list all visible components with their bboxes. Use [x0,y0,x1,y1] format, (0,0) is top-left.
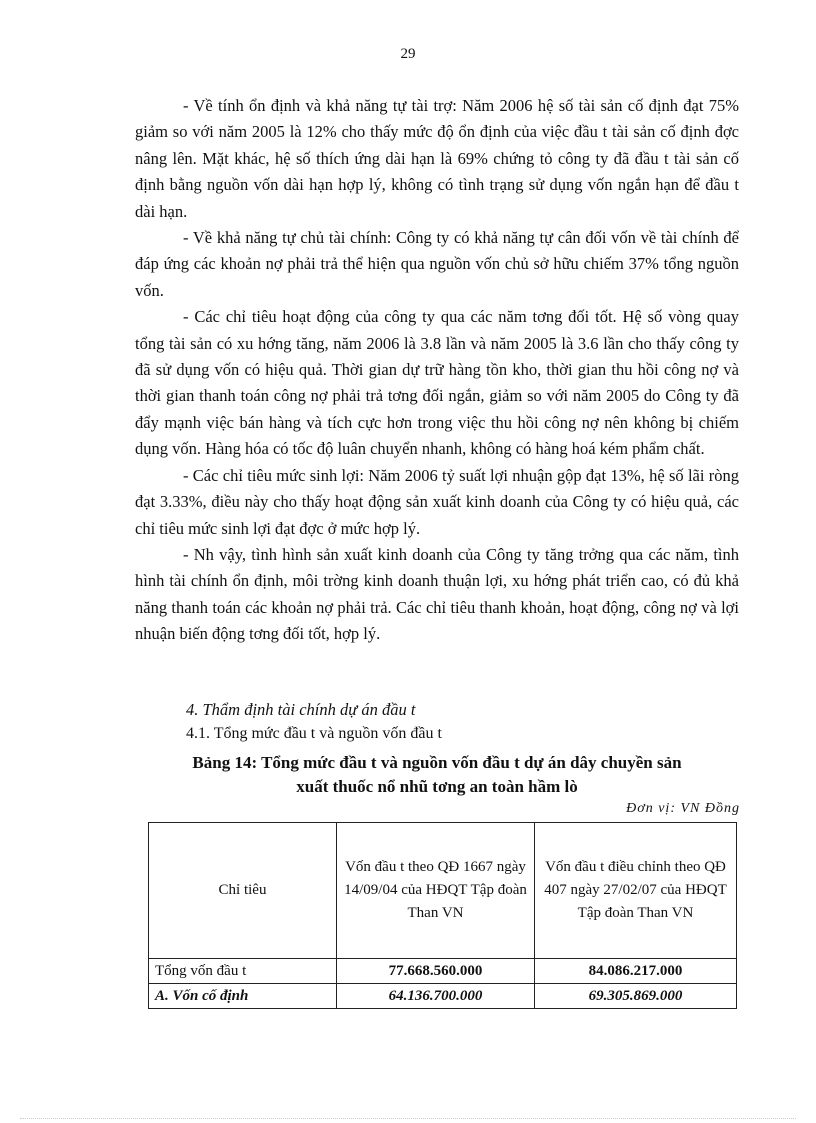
paragraph-profitability: - Các chỉ tiêu mức sinh lợi: Năm 2006 tỷ suất lợi nhuận gộp đạt 13%, hệ số lãi ròng đạt 3.33%, điều này cho thấy hoạt động sản xuất kinh doanh của Công ty có hiệu quả, các chỉ tiêu mức sinh lợi đạt đợc ở mức hợp lý. [135,465,739,538]
table-row [149,984,737,1009]
table-header-row [149,823,737,959]
cell-qd1667: 77.668.560.000 [337,959,535,984]
section-heading: 4. Thẩm định tài chính dự án đầu t [186,700,416,719]
header-qd407: Vốn đầu t điều chỉnh theo QĐ 407 ngày 27/02/07 của HĐQT Tập đoàn Than VN [535,823,737,959]
paragraph-financial-autonomy: - Về khả năng tự chủ tài chính: Công ty có khả năng tự cân đối vốn về tài chính để đáp ứng các khoản nợ phải trả thể hiện qua nguồn vốn chủ sở hữu chiếm 37% tổng nguồn vốn. [135,228,739,300]
cell-qd1667: 64.136.700.000 [337,984,535,1009]
table-caption-line-1: Bảng 14: Tổng mức đầu t và nguồn vốn đầu t dự án dây chuyền sản [192,753,682,772]
subsection-heading: 4.1. Tổng mức đầu t và nguồn vốn đầu t [186,725,442,742]
table-caption-line-2: xuất thuốc nổ nhũ tơng an toàn hầm lò [296,777,578,796]
row-label: Tổng vốn đầu t [149,959,337,984]
footer-divider [20,1118,796,1119]
table-row [149,959,737,984]
header-qd1667: Vốn đầu t theo QĐ 1667 ngày 14/09/04 của HĐQT Tập đoàn Than VN [337,823,535,959]
paragraph-fixed-asset-stability: - Về tính ổn định và khả năng tự tài trợ: Năm 2006 hệ số tài sản cố định đạt 75% giảm so với năm 2005 là 12% cho thấy mức độ ổn định của việc đầu t tài sản cố định đợc nâng lên. Mặt khác, hệ số thích ứng dài hạn là 69% chứng tỏ công ty đã đầu t tài sản cố định bằng nguồn vốn dài hạn hợp lý, không có tình trạng sử dụng vốn ngắn hạn để đầu t dài hạn. [135,96,739,221]
table-caption [135,751,739,799]
paragraph-conclusion: - Nh vậy, tình hình sản xuất kinh doanh của Công ty tăng trởng qua các năm, tình hình tài chính ổn định, môi trờng kinh doanh thuận lợi, xu hớng phát triển cao, có đủ khả năng thanh toán các khoản nợ phải trả. Các chỉ tiêu thanh khoản, hoạt động, công nợ và lợi nhuận biến động tơng đối tốt, hợp lý. [135,544,739,644]
body-text [135,93,739,648]
page-number: 29 [400,46,416,62]
paragraph-activity-indicators: - Các chỉ tiêu hoạt động của công ty qua các năm tơng đối tốt. Hệ số vòng quay tổng tài sản có xu hớng tăng, năm 2006 là 3.8 lần và năm 2005 là 3.6 lần cho thấy công ty đã sử dụng vốn có hiệu quả. Thời gian dự trữ hàng tồn kho, thời gian thu hồi công nợ và thời gian thanh toán công nợ phải trả tơng đối ngắn, giảm so với năm 2005 do Công ty đã đẩy mạnh việc bán hàng và tích cực hơn trong việc thu hồi công nợ nên không bị chiếm dụng vốn. Hàng hóa có tốc độ luân chuyển nhanh, không có hàng hoá kém phẩm chất. [135,307,739,459]
header-criteria: Chỉ tiêu [149,823,337,959]
cell-qd407: 69.305.869.000 [535,984,737,1009]
row-label: A. Vốn cố định [149,984,337,1009]
unit-label: Đơn vị: VN Đồng [626,801,740,816]
cell-qd407: 84.086.217.000 [535,959,737,984]
investment-table [148,822,737,1009]
